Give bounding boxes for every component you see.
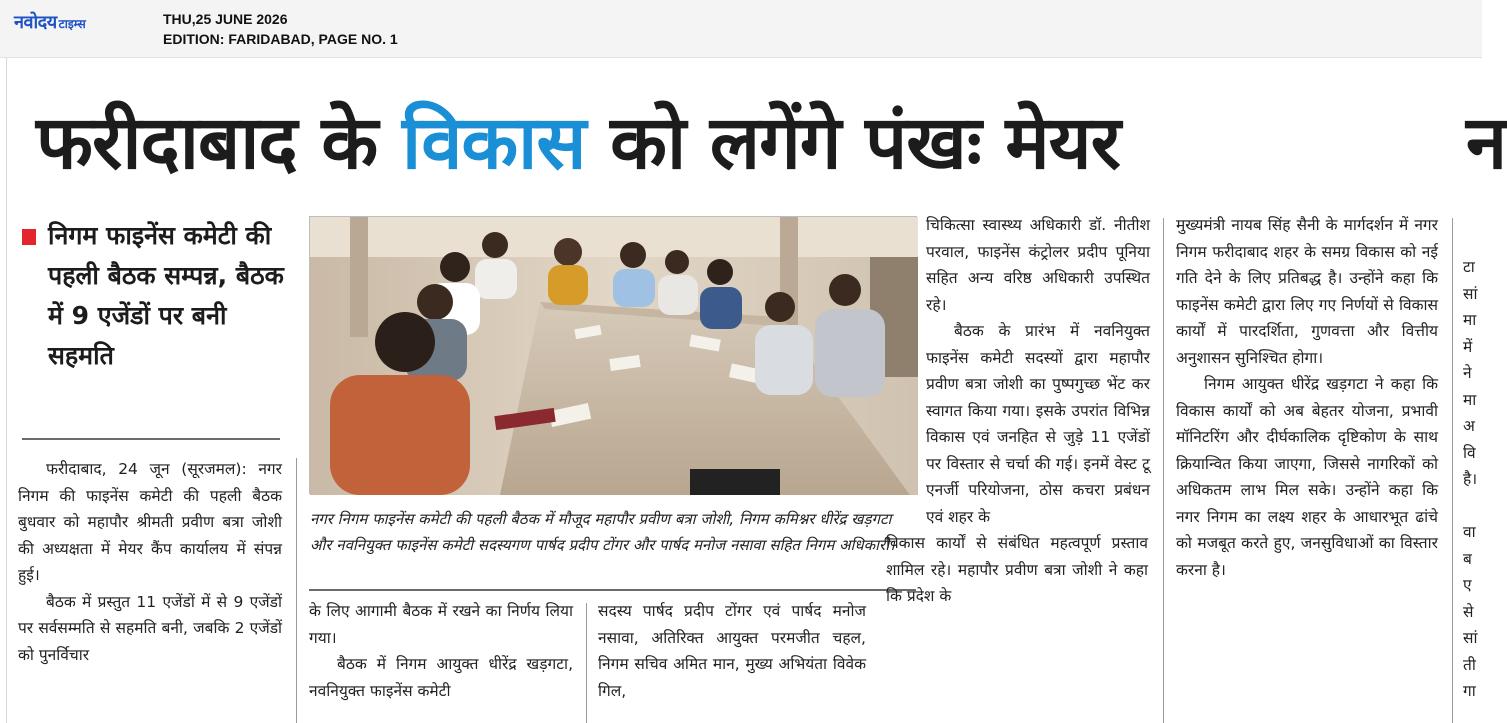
adjacent-article-column bbox=[1463, 254, 1503, 705]
column-divider bbox=[586, 603, 587, 723]
meeting-room-photo-illustration bbox=[310, 217, 918, 495]
logo-sub-text: टाइम्स bbox=[58, 17, 86, 31]
masthead-bar bbox=[0, 0, 1482, 58]
article-column-5 bbox=[1176, 212, 1438, 583]
article-column-4 bbox=[886, 212, 1150, 605]
line: सां bbox=[1463, 629, 1478, 647]
line: ती bbox=[1463, 655, 1476, 674]
line: गा bbox=[1463, 682, 1476, 700]
column-divider bbox=[1452, 218, 1453, 723]
headline-part-1: फरीदाबाद के bbox=[36, 100, 403, 186]
article-subheadline bbox=[22, 216, 284, 376]
headline-part-2: को लगेंगे पंखः मेयर bbox=[585, 100, 1120, 186]
line: ब bbox=[1463, 549, 1472, 568]
paragraph: बैठक के प्रारंभ में नवनियुक्त फाइनेंस कमेटी सदस्यों द्वारा महापौर प्रवीण बत्रा जोशी का पुष्पगुच्छ भेंट कर स्वागत किया गया। इसके उपरांत विभिन्न विकास एवं जनहित से जुड़े 11 एजेंडों पर विस्तार से चर्चा की गई। इनमें वेस्ट टू एनर्जी परियोजना, ठोस कचरा प्रबंधन एवं शहर के bbox=[926, 322, 1150, 526]
line: अ bbox=[1463, 417, 1475, 435]
subheadline-text: निगम फाइनेंस कमेटी की पहली बैठक सम्पन्न, बैठक में 9 एजेंडों पर बनी सहमति bbox=[48, 221, 284, 370]
newspaper-page bbox=[0, 58, 1507, 723]
line: से bbox=[1463, 602, 1474, 621]
paragraph: फरीदाबाद, 24 जून (सूरजमल): नगर निगम की फाइनेंस कमेटी की पहली बैठक बुधवार को महापौर श्रीमती प्रवीण बत्रा जोशी की अध्यक्षता में मेयर कैंप कार्यालय में संपन्न हुई। bbox=[18, 460, 282, 584]
page-edge-line bbox=[6, 58, 7, 723]
column-divider bbox=[1163, 218, 1164, 723]
line: ने bbox=[1463, 364, 1472, 382]
date-line: THU,25 JUNE 2026 bbox=[163, 11, 288, 27]
adjacent-headline-fragment: न bbox=[1466, 100, 1507, 186]
subheadline-rule bbox=[22, 438, 280, 440]
paragraph-continuation: विकास कार्यों से संबंधित महत्वपूर्ण प्रस्ताव शामिल रहे। महापौर प्रवीण बत्रा जोशी ने कहा कि प्रदेश के bbox=[886, 534, 1148, 605]
meeting-photo bbox=[309, 216, 917, 494]
line: वि bbox=[1463, 443, 1476, 462]
photo-caption: नगर निगम फाइनेंस कमेटी की पहली बैठक में मौजूद महापौर प्रवीण बत्रा जोशी, निगम कमिश्नर धीरेंद्र खड़गटा और नवनियुक्त फाइनेंस कमेटी सदस्यगण पार्षद प्रदीप टोंगर और पार्षद मनोज नसावा सहित निगम अधिकारी। bbox=[310, 510, 895, 554]
headline-highlight: विकास bbox=[402, 100, 586, 186]
newspaper-logo[interactable] bbox=[14, 10, 86, 34]
article-column-1 bbox=[18, 456, 282, 668]
line: मा bbox=[1463, 390, 1477, 409]
paragraph: निगम आयुक्त धीरेंद्र खड़गटा ने कहा कि विकास कार्यों को अब बेहतर योजना, प्रभावी मॉनिटरिंग और दीर्घकालिक दृष्टिकोण के साथ क्रियान्वित किया जाएगा, जिससे नागरिकों को अधिकतम लाभ मिल सके। उन्होंने कहा कि नगर निगम का लक्ष्य शहर के आधारभूत ढांचे को मजबूत करते हुए, जनसुविधाओं का विस्तार करना है। bbox=[1176, 375, 1438, 579]
line bbox=[1463, 493, 1503, 520]
line: टा bbox=[1463, 258, 1475, 276]
logo-main-text: नवोदय bbox=[14, 12, 57, 33]
edition-info bbox=[163, 9, 398, 49]
line: सां bbox=[1463, 284, 1478, 303]
line: वा bbox=[1463, 523, 1476, 541]
paragraph: बैठक में निगम आयुक्त धीरेंद्र खड़गटा, नवनियुक्त फाइनेंस कमेटी bbox=[309, 655, 573, 700]
line: मा bbox=[1463, 311, 1477, 329]
line: में bbox=[1463, 337, 1473, 356]
paragraph: मुख्यमंत्री नायब सिंह सैनी के मार्गदर्शन में नगर निगम फरीदाबाद शहर के समग्र विकास को नई गति देने के लिए प्रतिबद्ध है। उन्होंने कहा कि फाइनेंस कमेटी द्वारा लिए गए निर्णयों से विकास कार्यों में पारदर्शिता, गुणवत्ता और वित्तीय अनुशासन सुनिश्चित होगा। bbox=[1176, 216, 1438, 367]
line: है। bbox=[1463, 470, 1478, 488]
edition-line: EDITION: FARIDABAD, PAGE NO. 1 bbox=[163, 31, 398, 47]
paragraph: सदस्य पार्षद प्रदीप टोंगर एवं पार्षद मनोज नसावा, अतिरिक्त आयुक्त परमजीत चहल, निगम सचिव अमित मान, मुख्य अभियंता विवेक गिल, bbox=[598, 602, 866, 700]
red-square-bullet-icon bbox=[22, 229, 36, 245]
paragraph: बैठक में प्रस्तुत 11 एजेंडों में से 9 एजेंडों पर सर्वसम्मति से सहमति बनी, जबकि 2 एजेंडों को पुनर्विचार bbox=[18, 592, 282, 664]
article-column-3 bbox=[598, 598, 866, 704]
column-divider bbox=[296, 458, 297, 723]
paragraph: चिकित्सा स्वास्थ्य अधिकारी डॉ. नीतीश परवाल, फाइनेंस कंट्रोलर प्रदीप पूनिया सहित अन्य वरिष्ठ अधिकारी उपस्थित रहे। bbox=[926, 216, 1150, 314]
article-column-2 bbox=[309, 598, 573, 704]
caption-rule bbox=[309, 589, 916, 591]
line: ए bbox=[1463, 576, 1472, 594]
article-headline bbox=[36, 88, 1120, 198]
paragraph: के लिए आगामी बैठक में रखने का निर्णय लिया गया। bbox=[309, 602, 573, 647]
